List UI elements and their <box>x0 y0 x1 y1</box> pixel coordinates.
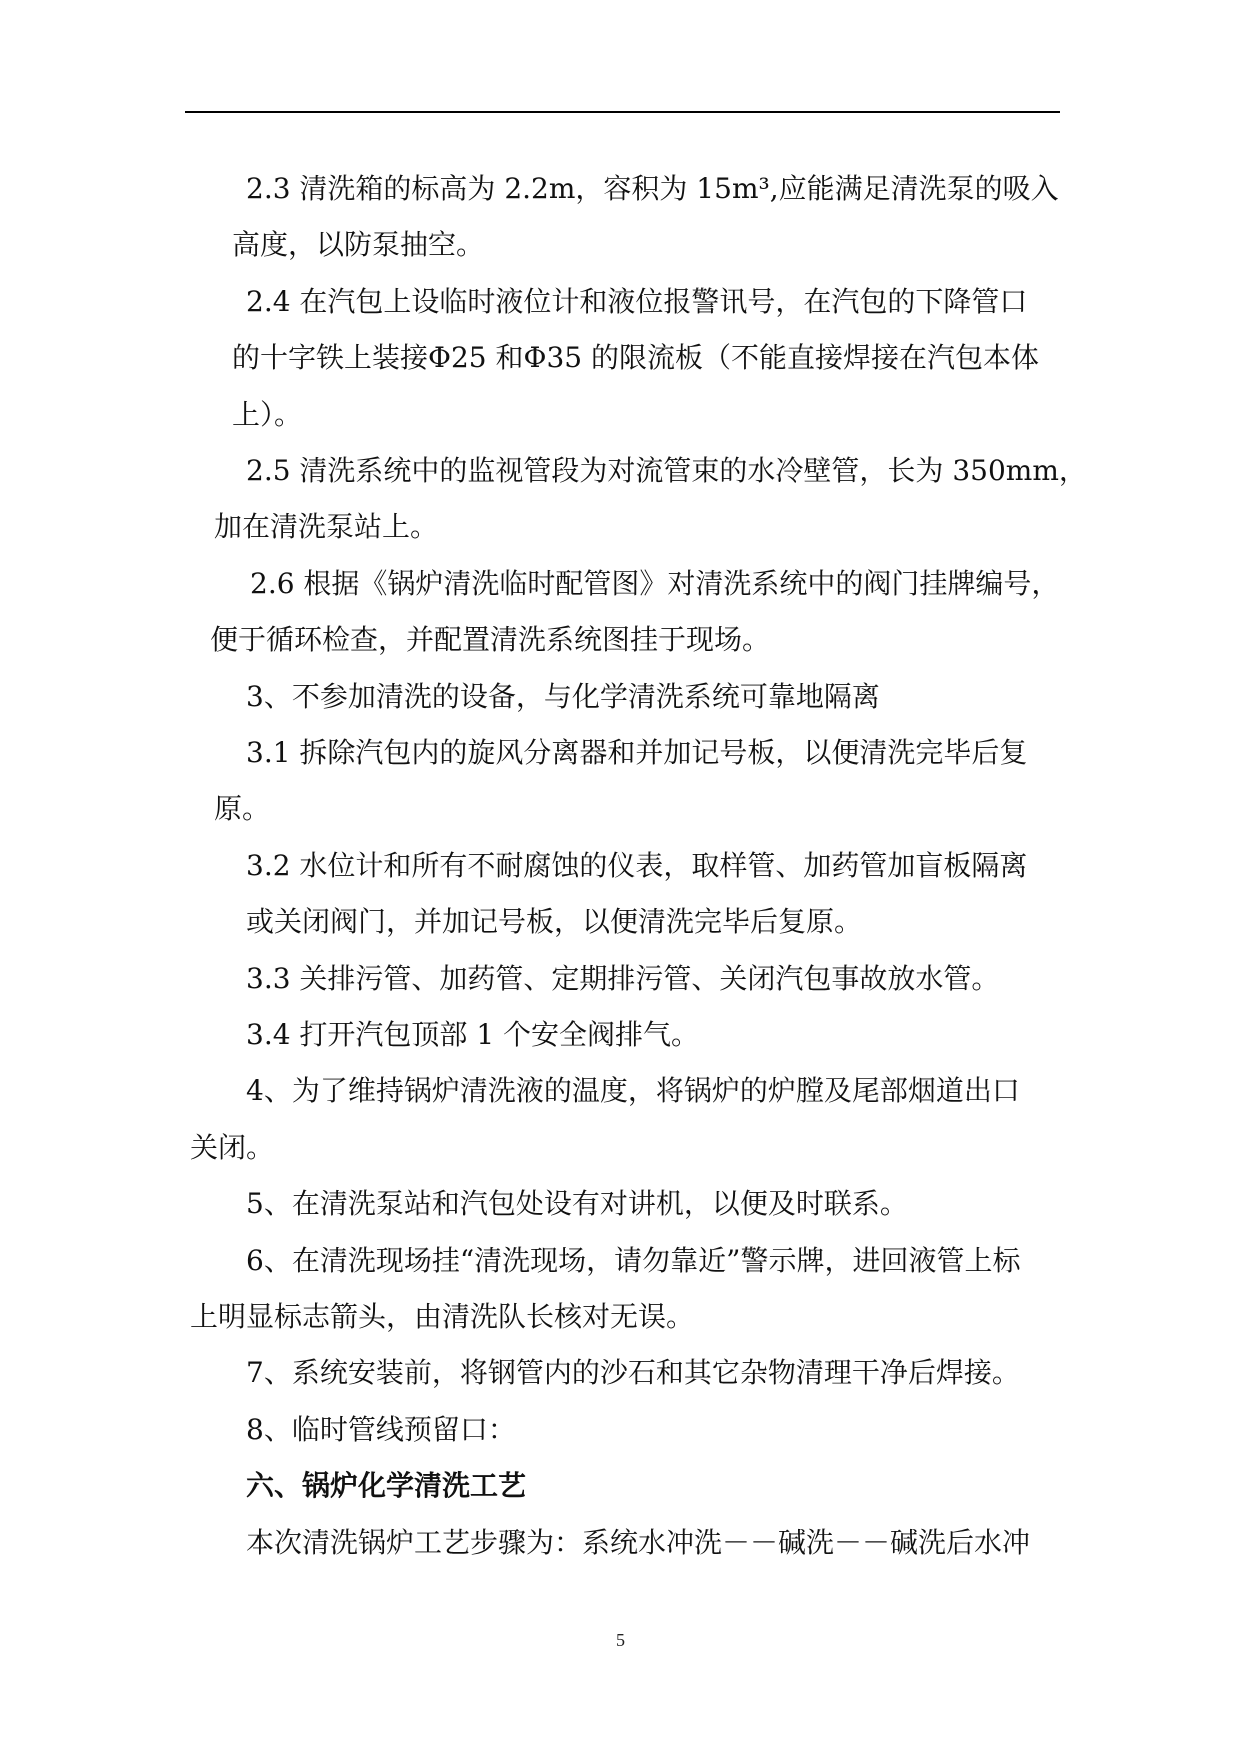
page-number: 5 <box>616 1630 625 1650</box>
text-line: 8、临时管线预留口： <box>246 1413 516 1446</box>
text-line: 3.3 关排污管、加药管、定期排污管、关闭汽包事故放水管。 <box>246 962 1000 995</box>
section-heading: 六、锅炉化学清洗工艺 <box>246 1469 527 1502</box>
text-line: 加在清洗泵站上。 <box>214 510 439 543</box>
text-line: 3.2 水位计和所有不耐腐蚀的仪表，取样管、加药管加盲板隔离 <box>246 849 1028 882</box>
text-line: 6、在清洗现场挂“清洗现场，请勿靠近”警示牌，进回液管上标 <box>246 1244 1021 1277</box>
text-line: 2.5 清洗系统中的监视管段为对流管束的水冷壁管，长为 350mm， <box>246 454 1087 487</box>
text-line: 原。 <box>214 792 271 825</box>
text-line: 或关闭阀门，并加记号板，以便清洗完毕后复原。 <box>246 905 863 938</box>
text-line: 2.4 在汽包上设临时液位计和液位报警讯号，在汽包的下降管口 <box>246 285 1028 318</box>
text-line: 上）。 <box>232 398 303 431</box>
text-line: 2.3 清洗箱的标高为 2.2m，容积为 15m³,应能满足清洗泵的吸入 <box>246 172 1059 205</box>
text-line: 5、在清洗泵站和汽包处设有对讲机，以便及时联系。 <box>246 1187 908 1220</box>
text-line: 3.4 打开汽包顶部 1 个安全阀排气。 <box>246 1018 700 1051</box>
header-rule <box>185 111 1060 113</box>
text-line: 7、系统安装前，将钢管内的沙石和其它杂物清理干净后焊接。 <box>246 1356 1020 1389</box>
text-line: 2.6 根据《锅炉清洗临时配管图》对清洗系统中的阀门挂牌编号， <box>250 567 1060 600</box>
text-line: 3.1 拆除汽包内的旋风分离器和并加记号板，以便清洗完毕后复 <box>246 736 1028 769</box>
text-line: 的十字铁上装接Φ25 和Φ35 的限流板（不能直接焊接在汽包本体 <box>232 341 1039 374</box>
text-line: 4、为了维持锅炉清洗液的温度，将锅炉的炉膛及尾部烟道出口 <box>246 1074 1020 1107</box>
text-line: 关闭。 <box>190 1131 275 1164</box>
text-line: 本次清洗锅炉工艺步骤为：系统水冲洗－－碱洗－－碱洗后水冲 <box>246 1526 1031 1559</box>
text-line: 便于循环检查，并配置清洗系统图挂于现场。 <box>210 623 771 656</box>
text-line: 3、不参加清洗的设备，与化学清洗系统可靠地隔离 <box>246 680 880 713</box>
text-line: 上明显标志箭头，由清洗队长核对无误。 <box>190 1300 695 1333</box>
text-line: 高度，以防泵抽空。 <box>232 228 485 261</box>
